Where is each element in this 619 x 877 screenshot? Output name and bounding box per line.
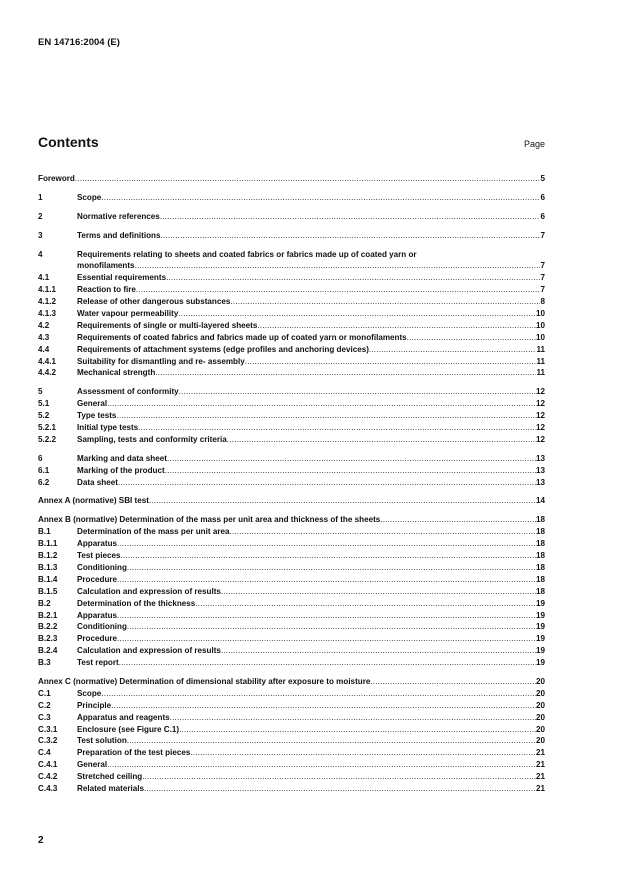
dot-leader xyxy=(107,398,536,410)
toc-entry-title: Test pieces xyxy=(77,551,121,561)
toc-entry-title: Principle xyxy=(77,700,112,710)
dot-leader xyxy=(116,410,536,422)
toc-group xyxy=(38,453,545,489)
toc-entry[interactable] xyxy=(38,610,545,622)
dot-leader xyxy=(138,422,536,434)
toc-entry-title: Enclosure (see Figure C.1) xyxy=(77,724,180,734)
toc-entry[interactable] xyxy=(38,526,545,538)
toc-entry[interactable] xyxy=(38,398,545,410)
toc-entry-title: Sampling, tests and conformity criteria xyxy=(77,434,227,444)
toc-entry[interactable] xyxy=(38,747,545,759)
toc-entry-title: Initial type tests xyxy=(77,423,139,433)
toc-entry-title: Apparatus and reagents xyxy=(77,712,170,722)
toc-entry-page: 6 xyxy=(540,192,545,202)
toc-entry[interactable] xyxy=(38,173,545,185)
toc-entry-title: Marking of the product xyxy=(77,465,165,475)
toc-entry[interactable] xyxy=(38,308,545,320)
dot-leader xyxy=(227,434,536,446)
contents-heading: Contents xyxy=(38,134,99,150)
toc-entry-title: Apparatus xyxy=(77,610,118,620)
toc-entry-title: Requirements relating to sheets and coated fabrics or fabrics made up of coated yarn or xyxy=(77,249,417,259)
toc-entry-number: B.2.2 xyxy=(38,622,58,632)
toc-entry-title: Scope xyxy=(77,192,102,202)
dot-leader xyxy=(118,477,536,489)
toc-entry[interactable] xyxy=(38,320,545,332)
toc-entry-number: 4.1.3 xyxy=(38,309,57,319)
dot-leader xyxy=(167,453,536,465)
toc-entry-number: C.4.1 xyxy=(38,760,58,770)
toc-entry-title: Apparatus xyxy=(77,539,118,549)
toc-group xyxy=(38,192,545,204)
toc-entry[interactable] xyxy=(38,453,545,465)
toc-entry-title: Assessment of conformity xyxy=(77,387,179,397)
toc-entry-page: 14 xyxy=(535,496,545,506)
toc-entry-page: 19 xyxy=(535,646,545,656)
toc-entry-number: 3 xyxy=(38,230,43,240)
toc-entry-title: Type tests xyxy=(77,411,117,421)
dot-leader xyxy=(107,759,536,771)
toc-entry[interactable] xyxy=(38,367,545,379)
toc-entry[interactable] xyxy=(38,562,545,574)
toc-entry[interactable] xyxy=(38,477,545,489)
toc-entry-page: 12 xyxy=(535,399,545,409)
toc-group xyxy=(38,676,545,795)
toc-entry-title: Data sheet xyxy=(77,477,118,487)
page-column-label: Page xyxy=(523,139,545,149)
dot-leader xyxy=(111,700,536,712)
dot-leader xyxy=(117,610,536,622)
toc-entry[interactable] xyxy=(38,550,545,562)
toc-entry-page: 7 xyxy=(540,273,545,283)
toc-group xyxy=(38,173,545,185)
toc-entry-number: 4.1 xyxy=(38,273,50,283)
toc-entry-number-spacer xyxy=(38,260,77,272)
dot-leader xyxy=(179,724,536,736)
toc-entry-title: Determination of the mass per unit area xyxy=(77,527,230,537)
toc-entry-title: Scope xyxy=(77,688,102,698)
dot-leader xyxy=(195,598,536,610)
toc-entry[interactable] xyxy=(38,192,545,204)
toc-entry-number: 5.2.1 xyxy=(38,423,57,433)
toc-entry-page: 19 xyxy=(535,622,545,632)
toc-entry[interactable] xyxy=(38,645,545,657)
toc-entry-page: 13 xyxy=(535,477,545,487)
toc-entry-page: 5 xyxy=(540,174,545,183)
toc-entry-page: 12 xyxy=(535,434,545,444)
toc-entry-number: C.3.1 xyxy=(38,724,58,734)
toc-entry-title: Normative references xyxy=(77,211,160,221)
toc-entry-title: Preparation of the test pieces xyxy=(77,748,191,758)
dot-leader xyxy=(229,526,536,538)
toc-entry[interactable] xyxy=(38,249,545,261)
dot-leader xyxy=(170,712,536,724)
dot-leader xyxy=(149,495,536,507)
toc-entry[interactable] xyxy=(38,574,545,586)
toc-entry-page: 19 xyxy=(535,658,545,668)
toc-entry-title: Foreword xyxy=(38,174,75,183)
toc-entry-number: C.4.2 xyxy=(38,772,58,782)
dot-leader xyxy=(369,344,537,356)
toc-entry-title: Requirements of single or multi-layered sheets xyxy=(77,320,258,330)
toc-entry-number: B.2.1 xyxy=(38,610,58,620)
toc-group xyxy=(38,230,545,242)
toc-entry[interactable] xyxy=(38,272,545,284)
toc-entry-title: Marking and data sheet xyxy=(77,453,167,463)
toc-entry-number: 6.1 xyxy=(38,465,50,475)
toc-entry-title: Requirements of coated fabrics and fabrics made up of coated yarn or monofilaments xyxy=(77,332,407,342)
dot-leader xyxy=(370,676,536,688)
toc-entry-number: 5.1 xyxy=(38,399,50,409)
toc-entry-page: 10 xyxy=(535,332,545,342)
toc-entry-page: 12 xyxy=(535,387,545,397)
toc-entry-number: C.4.3 xyxy=(38,783,58,793)
toc-entry-page: 20 xyxy=(535,736,545,746)
toc-entry-page: 20 xyxy=(535,712,545,722)
document-header-id: EN 14716:2004 (E) xyxy=(38,37,120,48)
dot-leader xyxy=(117,633,536,645)
toc-entry[interactable] xyxy=(38,230,545,242)
toc-entry-number: B.1.2 xyxy=(38,551,58,561)
dot-leader xyxy=(127,562,536,574)
toc-entry-page: 19 xyxy=(535,610,545,620)
toc-entry-number: 4.4.2 xyxy=(38,368,57,378)
toc-entry-number: 4 xyxy=(38,249,43,259)
toc-entry-number: C.2 xyxy=(38,700,51,710)
toc-entry-number: B.2 xyxy=(38,598,51,608)
toc-entry-page: 21 xyxy=(535,783,545,793)
toc-entry-title: Essential requirements xyxy=(77,273,167,283)
toc-entry-number: B.2.4 xyxy=(38,646,58,656)
toc-entry-title: Requirements of attachment systems (edge profiles and anchoring devices) xyxy=(77,344,369,354)
toc-entry[interactable] xyxy=(38,724,545,736)
dot-leader xyxy=(101,688,536,700)
dot-leader xyxy=(407,332,536,344)
dot-leader xyxy=(155,367,536,379)
toc-entry-title: Annex A (normative) SBI test xyxy=(38,496,149,506)
toc-entry-number: B.1.5 xyxy=(38,586,58,596)
toc-entry-title: General xyxy=(77,399,108,409)
toc-group xyxy=(38,514,545,669)
toc-entry-title: Related materials xyxy=(77,783,145,793)
dot-leader xyxy=(245,356,537,368)
dot-leader xyxy=(257,320,536,332)
toc-entry-title: Suitability for dismantling and re- assembly xyxy=(77,356,245,366)
toc-entry-number: 2 xyxy=(38,211,43,221)
toc-entry-title: Calculation and expression of results xyxy=(77,646,221,656)
toc-entry-number: C.1 xyxy=(38,688,51,698)
toc-entry[interactable] xyxy=(38,344,545,356)
toc-group xyxy=(38,495,545,507)
toc-entry-title: Mechanical strength xyxy=(77,368,156,378)
toc-entry[interactable] xyxy=(38,657,545,669)
dot-leader xyxy=(179,386,536,398)
toc-entry[interactable] xyxy=(38,676,545,688)
toc-entry-page: 20 xyxy=(535,676,545,686)
toc-entry-title: Conditioning xyxy=(77,622,127,632)
toc-entry-title: General xyxy=(77,760,108,770)
toc-entry-title: Reaction to fire xyxy=(77,285,136,295)
toc-entry-page: 18 xyxy=(535,562,545,572)
toc-entry-page: 10 xyxy=(535,309,545,319)
toc-entry-title: Test solution xyxy=(77,736,127,746)
toc-entry-page: 7 xyxy=(540,261,545,271)
toc-entry[interactable] xyxy=(38,759,545,771)
toc-entry-page: 20 xyxy=(535,688,545,698)
toc-group xyxy=(38,386,545,445)
dot-leader xyxy=(144,783,536,795)
toc-entry[interactable] xyxy=(38,700,545,712)
toc-entry-page: 18 xyxy=(535,539,545,549)
toc-group xyxy=(38,211,545,223)
toc-entry-number: 4.2 xyxy=(38,320,50,330)
toc-entry-page: 18 xyxy=(535,527,545,537)
toc-entry-number: 4.3 xyxy=(38,332,50,342)
toc-entry-page: 11 xyxy=(536,368,545,378)
toc-entry-page: 21 xyxy=(535,748,545,758)
toc-entry-page: 12 xyxy=(535,411,545,421)
toc-entry-page: 18 xyxy=(535,551,545,561)
dot-leader xyxy=(190,747,536,759)
toc-entry-page: 7 xyxy=(540,230,545,240)
toc-entry[interactable] xyxy=(38,386,545,398)
toc-entry-title: Test report xyxy=(77,658,119,668)
toc-entry[interactable] xyxy=(38,356,545,368)
toc-entry-number: 6 xyxy=(38,453,43,463)
toc-entry-number: C.3 xyxy=(38,712,51,722)
toc-entry-number: 5.2 xyxy=(38,411,50,421)
toc-entry[interactable] xyxy=(38,332,545,344)
toc-entry-page: 11 xyxy=(536,344,545,354)
toc-entry-page: 20 xyxy=(535,700,545,710)
dot-leader xyxy=(142,771,536,783)
toc-entry-page: 18 xyxy=(535,515,545,525)
toc-entry-page: 10 xyxy=(535,320,545,330)
toc-entry-title: Annex C (normative) Determination of dimensional stability after exposure to moisture xyxy=(38,676,371,686)
toc-entry[interactable] xyxy=(38,621,545,633)
toc-entry-number: B.1.4 xyxy=(38,574,58,584)
toc-entry[interactable] xyxy=(38,586,545,598)
toc-entry-page: 20 xyxy=(535,724,545,734)
page-number: 2 xyxy=(38,835,44,846)
toc-entry[interactable] xyxy=(38,712,545,724)
toc-entry[interactable] xyxy=(38,633,545,645)
toc-entry-page: 21 xyxy=(535,760,545,770)
toc-entry-title: Water vapour permeability xyxy=(77,309,179,319)
toc-entry-page: 21 xyxy=(535,772,545,782)
dot-leader xyxy=(160,211,541,223)
toc-entry[interactable] xyxy=(38,410,545,422)
toc-entry-number: B.1 xyxy=(38,527,51,537)
toc-entry-number: 5 xyxy=(38,387,43,397)
toc-entry-number: 1 xyxy=(38,192,43,202)
toc-entry[interactable] xyxy=(38,284,545,296)
dot-leader xyxy=(117,538,536,550)
toc-entry-number: B.1.3 xyxy=(38,562,58,572)
dot-leader xyxy=(75,173,541,185)
dot-leader xyxy=(121,550,536,562)
toc-entry-number: C.3.2 xyxy=(38,736,58,746)
toc-entry-number: 6.2 xyxy=(38,477,50,487)
toc-entry[interactable] xyxy=(38,598,545,610)
toc-entry[interactable] xyxy=(38,495,545,507)
toc-entry-continuation[interactable] xyxy=(38,260,545,272)
toc-entry-number: 4.1.2 xyxy=(38,297,57,307)
toc-entry-page: 13 xyxy=(535,453,545,463)
toc-entry[interactable] xyxy=(38,783,545,795)
toc-entry-page: 19 xyxy=(535,634,545,644)
toc-entry-page: 18 xyxy=(535,574,545,584)
toc-entry-title: Determination of the thickness xyxy=(77,598,196,608)
toc-entry[interactable] xyxy=(38,688,545,700)
toc-entry-page: 7 xyxy=(540,285,545,295)
dot-leader xyxy=(161,230,541,242)
toc-group xyxy=(38,249,545,380)
toc-entry[interactable] xyxy=(38,538,545,550)
dot-leader xyxy=(221,645,536,657)
toc-entry[interactable] xyxy=(38,296,545,308)
toc-entry-title: Release of other dangerous substances xyxy=(77,297,231,307)
toc-entry-title: Annex B (normative) Determination of the mass per unit area and thickness of the sheets xyxy=(38,515,381,525)
dot-leader xyxy=(178,308,536,320)
toc-entry-number: B.1.1 xyxy=(38,539,58,549)
toc-entry-page: 18 xyxy=(535,586,545,596)
dot-leader xyxy=(135,260,541,272)
toc-entry-page: 11 xyxy=(536,356,545,366)
dot-leader xyxy=(166,272,540,284)
dot-leader xyxy=(117,574,536,586)
toc-entry-page: 8 xyxy=(540,297,545,307)
toc-entry-number: 4.4.1 xyxy=(38,356,57,366)
toc-entry-number: 5.2.2 xyxy=(38,434,57,444)
toc-entry[interactable] xyxy=(38,465,545,477)
toc-entry[interactable] xyxy=(38,514,545,526)
toc-entry-number: 4.1.1 xyxy=(38,285,57,295)
toc-entry-title: Procedure xyxy=(77,574,118,584)
toc-entry-title: Conditioning xyxy=(77,562,127,572)
toc-entry[interactable] xyxy=(38,434,545,446)
toc-entry-title: Terms and definitions xyxy=(77,230,161,240)
toc-entry-title: Procedure xyxy=(77,634,118,644)
toc-entry-title: Stretched ceiling xyxy=(77,772,143,782)
toc-entry[interactable] xyxy=(38,771,545,783)
toc-entry[interactable] xyxy=(38,735,545,747)
table-of-contents xyxy=(38,173,545,802)
toc-entry-page: 13 xyxy=(535,465,545,475)
dot-leader xyxy=(230,296,540,308)
toc-entry-title: Calculation and expression of results xyxy=(77,586,221,596)
dot-leader xyxy=(101,192,540,204)
toc-entry-number: B.2.3 xyxy=(38,634,58,644)
dot-leader xyxy=(380,514,536,526)
toc-entry-title-continued: monofilaments xyxy=(77,261,135,271)
toc-entry-number: C.4 xyxy=(38,748,51,758)
toc-entry[interactable] xyxy=(38,211,545,223)
dot-leader xyxy=(127,735,536,747)
dot-leader xyxy=(165,465,536,477)
toc-entry-number: B.3 xyxy=(38,658,51,668)
toc-entry[interactable] xyxy=(38,422,545,434)
toc-entry-page: 12 xyxy=(535,423,545,433)
toc-entry-number: 4.4 xyxy=(38,344,50,354)
dot-leader xyxy=(136,284,541,296)
toc-entry-page: 6 xyxy=(540,211,545,221)
dot-leader xyxy=(119,657,536,669)
dot-leader xyxy=(221,586,536,598)
toc-entry-page: 19 xyxy=(535,598,545,608)
dot-leader xyxy=(127,621,536,633)
